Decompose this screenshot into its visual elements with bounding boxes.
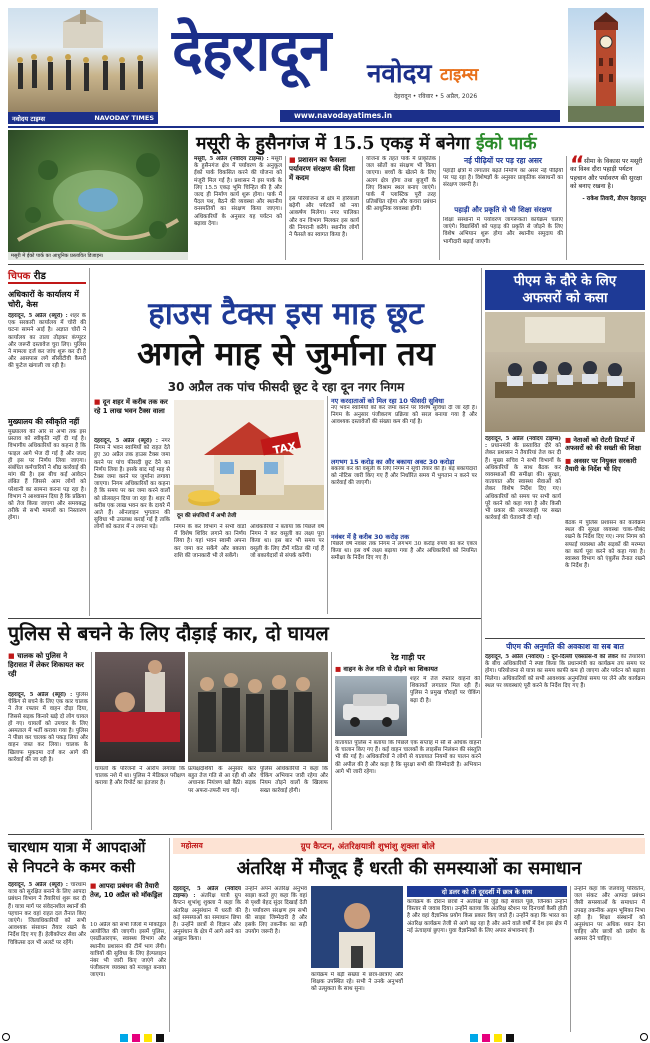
police-side-bullet-text: वाहन के तेज गति से दौड़ने का शिकायत bbox=[343, 665, 438, 673]
left-column bbox=[8, 268, 86, 616]
house-tax-body-col2: निगम के कर विभाग ने सभी वार्डों में विशेष शिविर लगाने का निर्णय लिया है। यहां भवन स्वामी अपना कर जमा कर सकेंगे और बकाया राशि की जानकारी भी ले सकेंगे। bbox=[174, 524, 246, 559]
masthead-left-label bbox=[8, 112, 158, 124]
quote-text: सीमा के विकास पर मसूरी का विश्व दौरा पहाड़ी पर्यटन पहचान और पर्यावरण की सुरक्षा को बनाए रखना है। bbox=[570, 158, 643, 191]
eco-park-body-col3: योजना के तहत पार्क में प्राकृतिक जल स्रोतों का संरक्षण भी किया जाएगा। बच्चों के खेलने के लिए अलग क्षेत्र होगा तथा बुजुर्गों के लिए विश्राम स्थल बनाए जाएंगे। पार्क में प्लास्टिक पूरी तरह प्रतिबंधित रहेगा और कचरा प्रबंधन की आधुनिक व्यवस्था होगी। bbox=[366, 156, 436, 213]
police-side-body-a: शहर में तेज रफ्तार वाहनों की शिकायतें लगातार मिल रही हैं। पुलिस ने प्रमुख चौराहों पर चेकिंग बढ़ा दी है। bbox=[410, 676, 480, 704]
eco-park-headline-main: मसूरी के हुसैनगंज में 15.5 एकड़ में बनेगा bbox=[196, 134, 470, 154]
police-side bbox=[335, 652, 481, 673]
police-byline: देहरादून, 5 अप्रैल (ब्यूरो) : bbox=[8, 692, 73, 698]
police-body-col2: घायलों के परिजनों ने आरोप लगाया कि चालक नशे में था। पुलिस ने मेडिकल परीक्षण कराया है और रिपोर्ट का इंतजार है। bbox=[95, 766, 185, 787]
house-tax-body-col3: अधिकारियों ने बताया कि पिछले वर्ष निगम ने कर वसूली का लक्ष्य पूरा किया था। इस बार भी समय पर वसूली के लिए टीमें गठित की गई हैं जो बकायेदारों से संपर्क करेंगी। bbox=[250, 524, 324, 559]
police-body-col4: पुलिस अधिकारियों ने कहा कि चेकिंग अभियान जारी रहेगा और नियम तोड़ने वालों के खिलाफ सख्त कार्रवाई होगी। bbox=[260, 766, 328, 794]
eco-park-bullet: ■ प्रशासन का फैसला पर्यावरण संरक्षण की दिशा में कदम bbox=[289, 156, 355, 182]
accident-photo-2 bbox=[188, 652, 328, 762]
speaker-illustration bbox=[311, 886, 403, 968]
astronaut-photo bbox=[311, 886, 403, 968]
disaster-body-col1: देहरादून, 5 अप्रैल (ब्यूरो) : चारधाम यात्रा को सुरक्षित बनाने के लिए आपदा प्रबंधन विभाग ने तैयारियां शुरू कर दी हैं। यात्रा मार्ग पर संवेदनशील स्थानों की पहचान कर वहां राहत दल तैनात किए जाएंगे। जिलाधिकारियों को सभी आवश्यक संसाधन तैयार रखने के निर्देश दिए गए हैं। हेलीकॉप्टर सेवा और चिकित्सा दल भी अलर्ट पर रहेंगे। bbox=[8, 882, 86, 946]
house-tax-bullet: ■ दून शहर में करीब तक कर रहे 1 लाख भवन टैक्स वाला bbox=[94, 398, 168, 415]
registration-mark-icon bbox=[2, 1033, 10, 1041]
col-divider bbox=[327, 396, 328, 614]
col-divider bbox=[566, 156, 567, 260]
house-tax-image bbox=[174, 400, 324, 520]
section-tag bbox=[8, 268, 86, 282]
newspaper-title bbox=[172, 12, 479, 92]
hospital-scene-illustration bbox=[95, 652, 185, 762]
navoday-english-label: NAVODAY TIMES bbox=[94, 114, 154, 122]
disaster-byline: देहरादून, 5 अप्रैल (ब्यूरो) : bbox=[8, 882, 68, 888]
space-body-col1: देहरादून, 5 अप्रैल (नवोदय टाइम्स) : अंतरिक्ष यात्री ग्रुप कैप्टन शुभांशु शुक्ला ने कहा कि अंतरिक्ष अनुसंधान में धरती की कई समस्याओं का समाधान छिपा है। उन्होंने छात्रों से विज्ञान और अनुसंधान के क्षेत्र में आगे आने का आह्वान किया। bbox=[173, 886, 241, 943]
space-kicker: ग्रुप कैप्टन, अंतरिक्षयात्री शुभांशु शुक्ला बोले bbox=[300, 841, 435, 852]
left-body-b: मुख्यालय की ओर से अभी तक इस प्रस्ताव को स्वीकृति नहीं दी गई है। विभागीय अधिकारियों का कहना है कि फाइल आगे भेज दी गई है और जल्द ही इस पर निर्णय लिया जाएगा। संबंधित कर्मचारियों ने शीघ्र कार्रवाई की मांग की है। इस बीच कई आवेदन लंबित हैं जिससे आम लोगों को परेशानी का सामना करना पड़ रहा है। विभाग ने आश्वासन दिया है कि प्रक्रिया को तेज किया जाएगा और समयबद्ध तरीके से सभी मामलों का निस्तारण होगा। bbox=[8, 429, 86, 522]
left-byline: देहरादून, 5 अप्रैल (ब्यूरो) : bbox=[8, 313, 68, 319]
col-divider bbox=[481, 268, 482, 738]
pm-headline-2: अफसरों को कसा bbox=[522, 290, 608, 306]
yellow-swatch-icon bbox=[144, 1034, 152, 1042]
col-divider bbox=[570, 886, 571, 1032]
pm-second-byline: देहरादून, 5 अप्रैल (नवोदय) : दून-दिल्ली एक्सप्रेस-वे को लेकर bbox=[485, 654, 619, 660]
space-byline: देहरादून, 5 अप्रैल (नवोदय टाइम्स) : bbox=[173, 886, 241, 900]
house-tax-image-caption: दून की संपत्तियों में अभी तेजी bbox=[174, 510, 324, 520]
section-rule bbox=[8, 618, 481, 619]
tag-black: रीड bbox=[33, 271, 46, 282]
police-body-col3: प्रत्यक्षदर्शियों के अनुसार कार बहुत तेज गति से आ रही थी और अचानक नियंत्रण खो बैठी। सड़क पर अफरा-तफरी मच गई। bbox=[188, 766, 256, 794]
cyan-swatch-icon bbox=[470, 1034, 478, 1042]
park-aerial-illustration bbox=[8, 130, 188, 260]
section-rule bbox=[8, 264, 644, 265]
magenta-swatch-icon bbox=[482, 1034, 490, 1042]
pm-second-headline: पीएम की अनुमति की अवकाश वा सब बात bbox=[506, 642, 624, 651]
masthead-rule bbox=[8, 126, 644, 128]
col-divider bbox=[285, 156, 286, 260]
quote-box bbox=[570, 153, 646, 260]
sidebar-title: नई पीढ़ियों पर पड़ रहा असर bbox=[463, 156, 543, 165]
left-sub-headline: मुख्यालय की स्वीकृति नहीं bbox=[8, 417, 80, 426]
space-box-body: कार्यक्रम के दौरान छात्रों ने अंतरिक्ष से जुड़े कई सवाल पूछे, जिनका उन्होंने विस्तार से जवाब दिया। उन्होंने बताया कि अंतरिक्ष स्टेशन पर दिनचर्या कैसी होती है और वहां वैज्ञानिक प्रयोग किस प्रकार किए जाते हैं। उन्होंने कहा कि भारत का अंतरिक्ष कार्यक्रम तेजी से आगे बढ़ रहा है और आने वाले वर्षों में देश इस क्षेत्र में नई ऊंचाइयां छुएगा। युवा वैज्ञानिकों के लिए अपार संभावनाएं हैं। bbox=[407, 899, 567, 934]
section-rule bbox=[8, 834, 644, 835]
col-divider bbox=[362, 156, 363, 260]
black-swatch-icon bbox=[156, 1034, 164, 1042]
eco-park-headline bbox=[196, 131, 646, 155]
magenta-swatch-icon bbox=[132, 1034, 140, 1042]
space-headline: अंतरिक्ष में मौजूद हैं धरती की समस्याओं का समाधान bbox=[236, 858, 582, 879]
col-divider bbox=[331, 652, 332, 830]
black-swatch-icon bbox=[506, 1034, 514, 1042]
house-tax-headline-2: अगले माह से जुर्माना तय bbox=[137, 334, 435, 373]
navoday-hindi-label: नवोदय टाइम्स bbox=[12, 115, 46, 123]
pm-rule bbox=[485, 638, 645, 639]
dateline: देहरादून • रविवार • 5 अप्रैल, 2026 bbox=[394, 93, 478, 100]
police-body-col1: देहरादून, 5 अप्रैल (ब्यूरो) : पुलिस चेकिंग से बचने के लिए एक कार चालक ने तेज रफ्तार में वाहन दौड़ा दिया, जिससे सड़क किनारे खड़े दो लोग घायल हो गए। घायलों को उपचार के लिए अस्पताल में भर्ती कराया गया है। पुलिस ने पीछा कर चालक को पकड़ लिया और वाहन जब्त कर लिया। चालक के खिलाफ मुकदमा दर्ज कर आगे की कार्रवाई की जा रही है। bbox=[8, 692, 88, 763]
yellow-swatch-icon bbox=[494, 1034, 502, 1042]
tax-sign: TAX bbox=[271, 439, 298, 458]
box3-title: नवंबर में है करीब 30 करोड़ तक bbox=[331, 533, 410, 541]
space-kicker-label: महोत्सव bbox=[181, 841, 203, 850]
tag-red: चिपक bbox=[8, 271, 31, 282]
col-divider bbox=[89, 268, 90, 616]
website-url: www.navodayatimes.in bbox=[294, 111, 393, 120]
masthead-left-photo bbox=[8, 8, 158, 123]
space-kicker-bar bbox=[173, 838, 645, 854]
col-divider bbox=[439, 156, 440, 260]
left-body-a: देहरादून, 5 अप्रैल (ब्यूरो) : शहर के एक सरकारी कार्यालय में चोरी की घटना सामने आई है। अज्ञात चोरों ने कार्यालय का ताला तोड़कर कंप्यूटर और जरूरी दस्तावेज चुरा लिए। पुलिस ने मामला दर्ज कर जांच शुरू कर दी है और आसपास लगे सीसीटीवी कैमरों की फुटेज खंगाली जा रही है। bbox=[8, 313, 86, 370]
disaster-body-col2: 10 अप्रैल को सभी जिलों में मॉकड्रिल आयोजित की जाएगी। इसमें पुलिस, एसडीआरएफ, स्वास्थ्य विभाग और स्थानीय प्रशासन की टीमें भाग लेंगी। यात्रियों की सुविधा के लिए हेल्पलाइन नंबर भी जारी किए जाएंगे और पंजीकरण व्यवस्था को मजबूत बनाया जाएगा। bbox=[90, 922, 166, 979]
eco-park-byline: मसूरी, 5 अप्रैल (नवोदय टाइम्स) : bbox=[194, 156, 269, 162]
pm-body-col2: बैठक में पुलिस प्रशासन को कार्यक्रम स्थल की सुरक्षा व्यवस्था चाक-चौबंद रखने के निर्देश दिए गए। नगर निगम को सफाई व्यवस्था और सड़कों की मरम्मत का कार्य पूरा करने को कहा गया है। स्वास्थ्य विभाग को एंबुलेंस तैनात रखने के निर्देश हैं। bbox=[565, 520, 645, 570]
sidebar-body-b: शिक्षा संस्थानों में पर्यावरण जागरूकता कार्यक्रम चलाए जाएंगे। विद्यार्थियों को पहाड़ की प्रकृति से जोड़ने के लिए विशेष अभियान शुरू होगा और स्थानीय समुदाय की भागीदारी बढ़ाई जाएगी। bbox=[443, 217, 563, 245]
space-body-col2: उन्होंने अपने अंतरिक्ष अनुभव साझा करते हुए कहा कि वहां से पृथ्वी बेहद सुंदर दिखाई देती है। पर्यावरण संरक्षण हम सभी की साझा जिम्मेदारी है और इसके लिए तकनीक का सही उपयोग जरूरी है। bbox=[245, 886, 307, 936]
quote-author: - राकेश तिवारी, डीएम देहरादून bbox=[582, 195, 646, 202]
pm-body-col1: देहरादून, 5 अप्रैल (नवोदय टाइम्स) : प्रधानमंत्री के प्रस्तावित दौरे को लेकर प्रशासन ने तैयारियां तेज कर दी हैं। मुख्य सचिव ने सभी विभागों के अधिकारियों के साथ बैठक कर व्यवस्थाओं की समीक्षा की। सुरक्षा, यातायात और स्वास्थ्य सेवाओं को लेकर विशेष निर्देश दिए गए। अधिकारियों को समय पर सभी कार्य पूरे करने को कहा गया है और किसी भी प्रकार की लापरवाही पर सख्त कार्रवाई की चेतावनी दी गई। bbox=[485, 436, 561, 522]
tag-rule bbox=[8, 282, 86, 284]
pm-bullet-2-text: अवसर पर नियुक्त सरकारी तैयारी के निर्देश भी दिए bbox=[565, 456, 637, 474]
pm-second-body: देहरादून, 5 अप्रैल (नवोदय) : दून-दिल्ली एक्सप्रेस-वे को लेकर की तैयारियों के बीच अधिकारियों ने स्पष्ट किया कि प्रधानमंत्री का कार्यक्रम तय समय पर होगा। परियोजना से यात्रा का समय काफी कम हो जाएगा और पर्यटन को बढ़ावा मिलेगा। अधिकारियों को सभी आवश्यक अनुमतियां समय पर लेने और कार्यक्रम स्थल पर व्यवस्थाएं पूरी करने के निर्देश दिए गए हैं। bbox=[485, 654, 645, 689]
eco-park-photo-caption: मसूरी में ईको पार्क का आधुनिक प्रस्तावित डिजाइन। bbox=[8, 252, 188, 260]
police-side-headline: रेड गाड़ी पर bbox=[391, 653, 425, 662]
city-title: देहरादून bbox=[172, 16, 331, 84]
police-side-body-b: यातायात पुलिस ने बताया कि पिछले एक सप्ताह में सौ से अधिक वाहनों के चालान किए गए हैं। कई वाहन चालकों के लाइसेंस निलंबन की संस्तुति भी की गई है। अधिकारियों ने लोगों से यातायात नियमों का पालन करने की अपील की है और कहा है कि सुरक्षा सभी की जिम्मेदारी है। अभियान आगे भी जारी रहेगा। bbox=[335, 740, 481, 775]
crowd-scene-illustration bbox=[188, 652, 328, 762]
pm-bullets bbox=[565, 436, 645, 474]
space-box-title: दो डलर को तो दूरदर्शी में छात्र के साथ bbox=[407, 886, 567, 897]
disaster-headline-1: चारधाम यात्रा में आपदाओं bbox=[8, 840, 146, 856]
clock-tower-photo bbox=[568, 8, 644, 122]
col-divider bbox=[91, 652, 92, 830]
police-bullet-text: चालक को पुलिस ने हिरासत में लेकर शिकायत कर रही bbox=[8, 652, 84, 678]
box2-body: बकाया कर की वसूली के लिए निगम ने सूची तैयार की है। बड़े बकायेदारों को नोटिस जारी किए गए हैं और निर्धारित समय में भुगतान न करने पर कार्रवाई की जाएगी। bbox=[331, 466, 477, 487]
space-body-col3: कार्यक्रम में बड़ी संख्या में छात्र-छात्राएं और शिक्षक उपस्थित रहे। सभी ने उनके अनुभवों को उत्सुकता के साथ सुना। bbox=[311, 972, 403, 993]
box1-title: नए करदाताओं को मिल रहा 10 फीसदी सुविधा bbox=[331, 397, 444, 405]
house-tax-sidebar bbox=[331, 396, 477, 614]
eco-park-highlight: ईको पार्क bbox=[475, 134, 537, 154]
col-divider bbox=[169, 838, 170, 1032]
eco-park-body-col2: इस परियोजना से क्षेत्र में हरियाली बढ़ेगी और पर्यटकों को नया आकर्षण मिलेगा। नगर पालिका और वन विभाग मिलकर इस कार्य की निगरानी करेंगे। स्थानीय लोगों ने फैसले का स्वागत किया है। bbox=[289, 196, 359, 239]
box2-title: लगभग 15 करोड़ का और बकाया अक्ट 30 करोड़ा bbox=[331, 458, 455, 466]
box3-body: पिछले वर्ष नवंबर तक निगम ने लगभग 30 करोड़ रुपये का कर एकत्र किया था। इस वर्ष लक्ष्य बढ़ाया गया है और अधिकारियों को नियमित समीक्षा के निर्देश दिए गए हैं। bbox=[331, 541, 477, 562]
pm-bullet-2: ■ अवसर पर नियुक्त सरकारी तैयारी के निर्देश भी दिए bbox=[565, 456, 637, 474]
parade-photo-illustration bbox=[8, 8, 158, 123]
accident-photo-1 bbox=[95, 652, 185, 762]
eco-park-body-col1: मसूरी, 5 अप्रैल (नवोदय टाइम्स) : मसूरी के हुसैनगंज क्षेत्र में पर्यावरण के अनुकूल ईको पार्क विकसित करने की योजना को मंजूरी मिल गई है। प्रशासन ने इस पार्क के लिए 15.5 एकड़ भूमि चिन्हित की है और जल्द ही निर्माण कार्य शुरू होगा। पार्क में पैदल पथ, बैठने की व्यवस्था और स्थानीय वनस्पतियों का संरक्षण किया जाएगा। अधिकारियों के अनुसार यह पर्यटन को बढ़ावा देगा। bbox=[194, 156, 282, 227]
brand-suffix: टाइम्स bbox=[440, 65, 479, 85]
car-photo bbox=[335, 676, 407, 736]
eco-park-photo bbox=[8, 130, 188, 260]
disaster-bullet-text: आपदा प्रबंधन की तैयारी तेज, 10 अप्रैल को मॉकड्रिल bbox=[90, 882, 163, 899]
brand-title: नवोदय bbox=[367, 59, 432, 89]
disaster-bullet: ■ आपदा प्रबंधन की तैयारी तेज, 10 अप्रैल को मॉकड्रिल bbox=[90, 882, 163, 899]
pm-bullet-1-text: नेताओं को रोटरी डिपार्ट में अफसरों को की सख्ती की शिक्षा bbox=[565, 436, 641, 453]
website-bar bbox=[280, 110, 560, 122]
eco-park-sidebar bbox=[443, 156, 563, 260]
house-tax-subheadline: 30 अप्रैल तक पांच फीसदी छूट दे रहा दून नगर निगम bbox=[167, 380, 405, 394]
disaster-headline bbox=[8, 838, 166, 878]
house-tax-body-col1: देहरादून, 5 अप्रैल (ब्यूरो) : नगर निगम ने भवन स्वामियों को राहत देते हुए 30 अप्रैल तक हाउस टैक्स जमा करने पर पांच फीसदी छूट देने का निर्णय लिया है। इसके बाद मई माह से टैक्स जमा करने पर जुर्माना लगाया जाएगा। निगम अधिकारियों का कहना है कि समय पर कर जमा करने वालों को प्रोत्साहन दिया जा रहा है। शहर में करीब एक लाख भवन कर के दायरे में आते हैं। ऑनलाइन भुगतान की सुविधा भी उपलब्ध कराई गई है ताकि लोगों को कतार में न लगना पड़े। bbox=[94, 438, 170, 531]
sidebar-subtitle: पहाड़ी और प्रकृति से भी शिक्षा संरक्षण bbox=[454, 206, 552, 214]
pm-byline: देहरादून, 5 अप्रैल (नवोदय टाइम्स) : bbox=[485, 436, 561, 450]
space-body-col4: उन्होंने कहा कि जलवायु परिवर्तन, जल संकट और आपदा प्रबंधन जैसी समस्याओं के समाधान में उपग्रह तकनीक अहम भूमिका निभा रही है। शिक्षा संस्थानों को अनुसंधान पर अधिक ध्यान देना चाहिए और छात्रों को प्रयोग के अवसर देने चाहिए। bbox=[574, 886, 645, 943]
police-side-bullet: ■ वाहन के तेज गति से दौड़ने का शिकायत bbox=[335, 665, 438, 673]
house-tax-bullet-text: दून शहर में करीब तक कर रहे 1 लाख भवन टैक्स वाला bbox=[94, 398, 168, 415]
pm-meeting-photo bbox=[485, 312, 645, 432]
pm-headline bbox=[485, 270, 645, 310]
car-icon bbox=[335, 676, 407, 736]
police-headline: पुलिस से बचने के लिए दौड़ाई कार, दो घायल bbox=[8, 622, 329, 645]
meeting-illustration bbox=[485, 312, 645, 432]
box1-body: नए भवन स्वामियों को कर जमा करने पर विशेष सुविधा दी जा रही है। निगम के अनुसार पंजीकरण प्रक्रिया को सरल बनाया गया है और आवश्यक दस्तावेजों की संख्या कम की गई है। bbox=[331, 405, 477, 426]
registration-mark-icon bbox=[640, 1033, 648, 1041]
eco-park-bullet-text: प्रशासन का फैसला पर्यावरण संरक्षण की दिशा में कदम bbox=[289, 156, 355, 182]
pm-headline-1: पीएम के दौरे के लिए bbox=[513, 273, 617, 289]
police-bullet: ■ चालक को पुलिस ने हिरासत में लेकर शिकायत कर रही bbox=[8, 652, 84, 678]
pm-bullet-1: ■ नेताओं को रोटरी डिपार्ट में अफसरों को की सख्ती की शिक्षा bbox=[565, 436, 641, 453]
house-tax-byline: देहरादून, 5 अप्रैल (ब्यूरो) : bbox=[94, 438, 158, 444]
cyan-swatch-icon bbox=[120, 1034, 128, 1042]
left-headline: अधिकारों के कार्यालय में चोरी, केस bbox=[8, 290, 79, 309]
disaster-headline-2: से निपटने के कमर कसी bbox=[8, 860, 135, 876]
space-box bbox=[407, 886, 567, 1032]
house-tax-headline-1: हाउस टैक्स इस माह छूट bbox=[148, 296, 424, 332]
quote-mark-icon: “ bbox=[570, 153, 585, 178]
clock-tower-icon bbox=[568, 8, 644, 122]
sidebar-body-a: पहाड़ी क्षेत्रों में लगातार बढ़ते निर्माण का असर नई पीढ़ियों पर पड़ रहा है। विशेषज्ञों के अनुसार प्राकृतिक संसाधनों का संरक्षण जरूरी है। bbox=[443, 168, 563, 189]
house-tax-illustration bbox=[174, 400, 324, 520]
